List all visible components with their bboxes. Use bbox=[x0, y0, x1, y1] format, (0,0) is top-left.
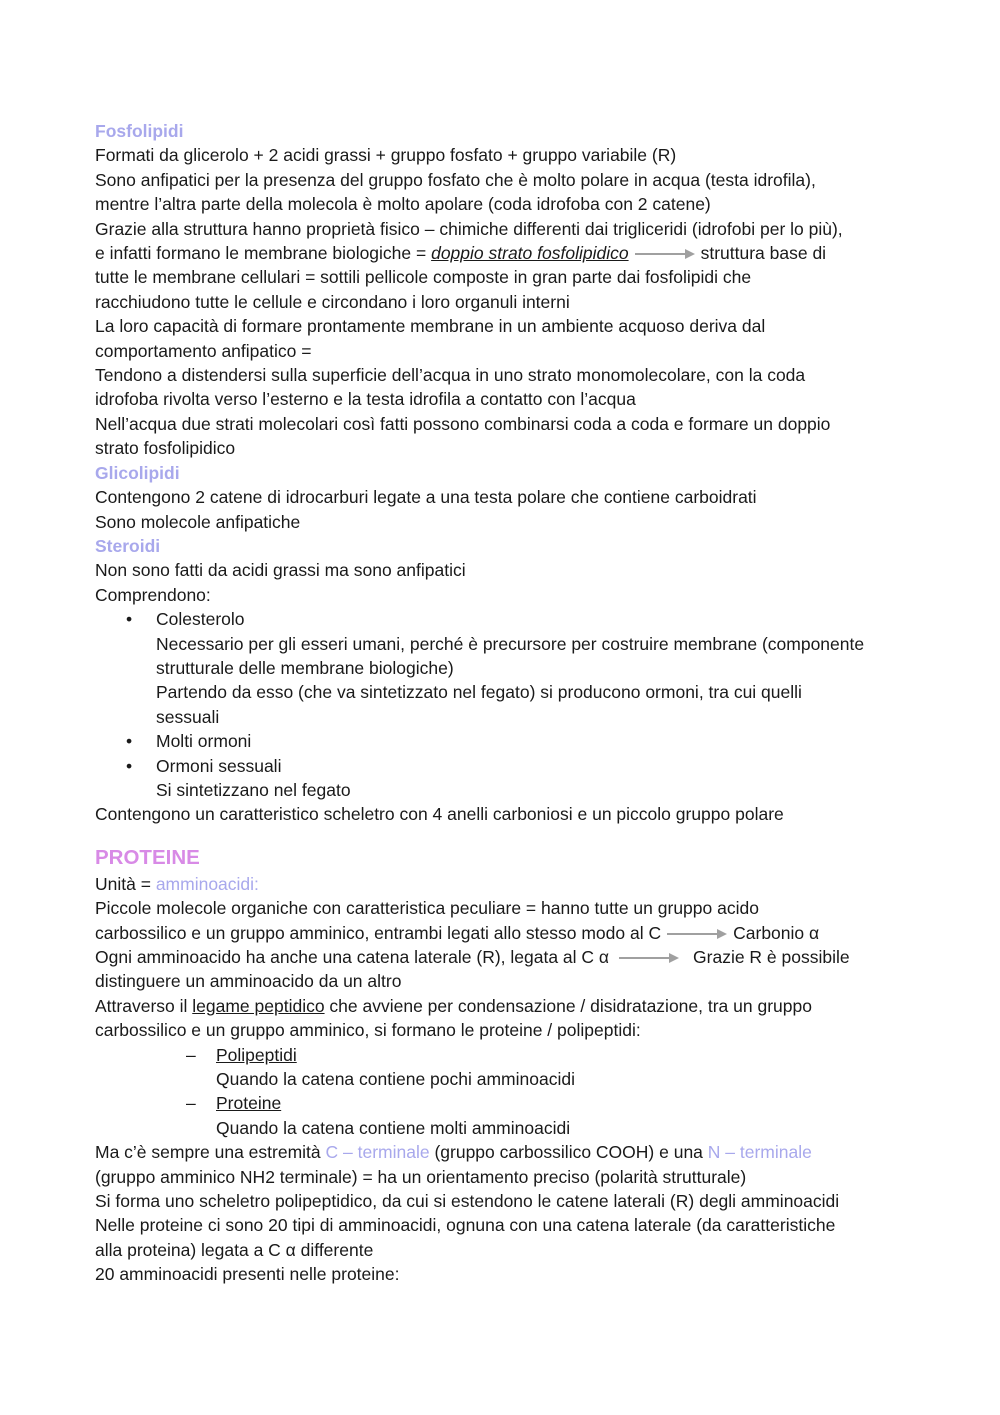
list-item-label: Polipeptidi bbox=[216, 1044, 297, 1065]
list-item-label: Molti ormoni bbox=[156, 731, 252, 752]
text-line: idrofoba rivolta verso l’esterno e la testa idrofila a contatto con l’acqua bbox=[95, 389, 636, 410]
dash-icon: – bbox=[186, 1044, 196, 1065]
text-fragment: (gruppo carbossilico COOH) e una bbox=[429, 1142, 708, 1163]
text-line bbox=[95, 241, 915, 265]
text-fragment: e infatti formano le membrane biologiche = bbox=[95, 243, 432, 264]
text-line: strutturale delle membrane biologiche) bbox=[156, 657, 454, 678]
arrow-right-icon bbox=[635, 249, 695, 259]
text-line: 20 amminoacidi presenti nelle proteine: bbox=[95, 1264, 400, 1285]
text-line bbox=[95, 1140, 915, 1164]
text-fragment: che avviene per condensazione / disidratazione, tra un gruppo bbox=[324, 995, 812, 1016]
bullet-icon: • bbox=[126, 755, 133, 776]
heading-glicolipidi: Glicolipidi bbox=[95, 462, 180, 483]
text-line: Nelle proteine ci sono 20 tipi di amminoacidi, ognuna con una catena laterale (da caratteristiche bbox=[95, 1215, 836, 1236]
list-item bbox=[95, 1091, 915, 1115]
text-fragment: Grazie R è possibile bbox=[693, 947, 850, 967]
emphasis-doppio-strato: doppio strato fosfolipidico bbox=[431, 243, 629, 264]
text-fragment: Unità = bbox=[95, 873, 156, 894]
text-line: Si forma uno scheletro polipeptidico, da cui si estendono le catene laterali (R) degli amminoacidi bbox=[95, 1191, 840, 1212]
term-c-terminale: C – terminale bbox=[325, 1142, 430, 1163]
term-legame-peptidico: legame peptidico bbox=[192, 995, 325, 1016]
text-line: Si sintetizzano nel fegato bbox=[156, 779, 351, 800]
text-line: Contengono 2 catene di idrocarburi legate a una testa polare che contiene carboidrati bbox=[95, 487, 757, 508]
arrow-right-icon bbox=[619, 953, 679, 963]
term-amminoacidi: amminoacidi: bbox=[155, 873, 259, 894]
text-line: Quando la catena contiene pochi amminoacidi bbox=[216, 1069, 575, 1090]
bullet-icon: • bbox=[126, 609, 133, 630]
arrow-right-icon bbox=[667, 929, 727, 939]
heading-steroidi: Steroidi bbox=[95, 535, 161, 556]
text-fragment: Carbonio α bbox=[733, 922, 820, 943]
list-item bbox=[95, 1043, 915, 1067]
text-fragment: struttura base di bbox=[700, 243, 827, 264]
text-fragment: carbossilico e un gruppo amminico, entrambi legati allo stesso modo al C bbox=[95, 922, 662, 943]
text-line: Tendono a distendersi sulla superficie dell’acqua in uno strato monomolecolare, con la coda bbox=[95, 365, 806, 386]
text-line: Formati da glicerolo + 2 acidi grassi + gruppo fosfato + gruppo variabile (R) bbox=[95, 145, 677, 166]
list-item-label: Proteine bbox=[216, 1093, 282, 1114]
text-line bbox=[95, 994, 915, 1018]
text-line: strato fosfolipidico bbox=[95, 438, 236, 459]
text-line: Necessario per gli esseri umani, perché è precursore per costruire membrane (componente bbox=[156, 633, 865, 654]
list-item-label: Ormoni sessuali bbox=[156, 755, 282, 776]
term-n-terminale: N – terminale bbox=[707, 1142, 812, 1163]
text-line: Piccole molecole organiche con caratteristica peculiare = hanno tutte un gruppo acido bbox=[95, 898, 759, 919]
text-line: Grazie alla struttura hanno proprietà fisico – chimiche differenti dai trigliceridi (idrofobi per lo più), bbox=[95, 218, 843, 239]
dash-icon: – bbox=[186, 1093, 196, 1114]
text-line bbox=[95, 921, 915, 945]
text-line: carbossilico e un gruppo amminico, si formano le proteine / polipeptidi: bbox=[95, 1020, 641, 1041]
text-fragment: Attraverso il bbox=[95, 995, 193, 1016]
text-line: racchiudono tutte le cellule e circondano i loro organuli interni bbox=[95, 291, 570, 312]
text-line bbox=[95, 872, 915, 896]
text-line: Contengono un caratteristico scheletro con 4 anelli carboniosi e un piccolo gruppo polare bbox=[95, 804, 784, 825]
text-line: Partendo da esso (che va sintetizzato nel fegato) si producono ormoni, tra cui quelli bbox=[156, 682, 802, 703]
text-line: Quando la catena contiene molti amminoacidi bbox=[216, 1117, 571, 1138]
text-line bbox=[95, 945, 915, 969]
bullet-icon: • bbox=[126, 731, 133, 752]
text-line: Sono molecole anfipatiche bbox=[95, 511, 301, 532]
text-line: distinguere un amminoacido da un altro bbox=[95, 971, 402, 992]
list-item bbox=[95, 607, 915, 631]
text-line: Nell’acqua due strati molecolari così fatti possono combinarsi coda a coda e formare un doppio bbox=[95, 413, 831, 434]
list-item bbox=[95, 754, 915, 778]
text-line: mentre l’altra parte della molecola è molto apolare (coda idrofoba con 2 catene) bbox=[95, 194, 711, 215]
text-line: Sono anfipatici per la presenza del gruppo fosfato che è molto polare in acqua (testa idrofila), bbox=[95, 169, 816, 190]
heading-fosfolipidi: Fosfolipidi bbox=[95, 121, 184, 141]
text-fragment: Ogni amminoacido ha anche una catena laterale (R), legata al C α bbox=[95, 947, 610, 967]
text-line: comportamento anfipatico = bbox=[95, 340, 312, 361]
text-line: Comprendono: bbox=[95, 584, 211, 605]
text-line: La loro capacità di formare prontamente membrane in un ambiente acquoso deriva dal bbox=[95, 316, 766, 337]
text-line: sessuali bbox=[156, 706, 220, 727]
text-line: tutte le membrane cellulari = sottili pellicole composte in gran parte dai fosfolipidi che bbox=[95, 267, 752, 288]
list-item bbox=[95, 729, 915, 753]
text-line: alla proteina) legata a C α differente bbox=[95, 1239, 374, 1260]
heading-proteine: PROTEINE bbox=[95, 845, 200, 869]
list-item-label: Colesterolo bbox=[156, 609, 245, 630]
document-page bbox=[95, 119, 915, 1287]
text-line: Non sono fatti da acidi grassi ma sono anfipatici bbox=[95, 560, 466, 581]
text-fragment: Ma c’è sempre una estremità bbox=[95, 1142, 326, 1163]
text-line: (gruppo amminico NH2 terminale) = ha un orientamento preciso (polarità strutturale) bbox=[95, 1166, 747, 1187]
